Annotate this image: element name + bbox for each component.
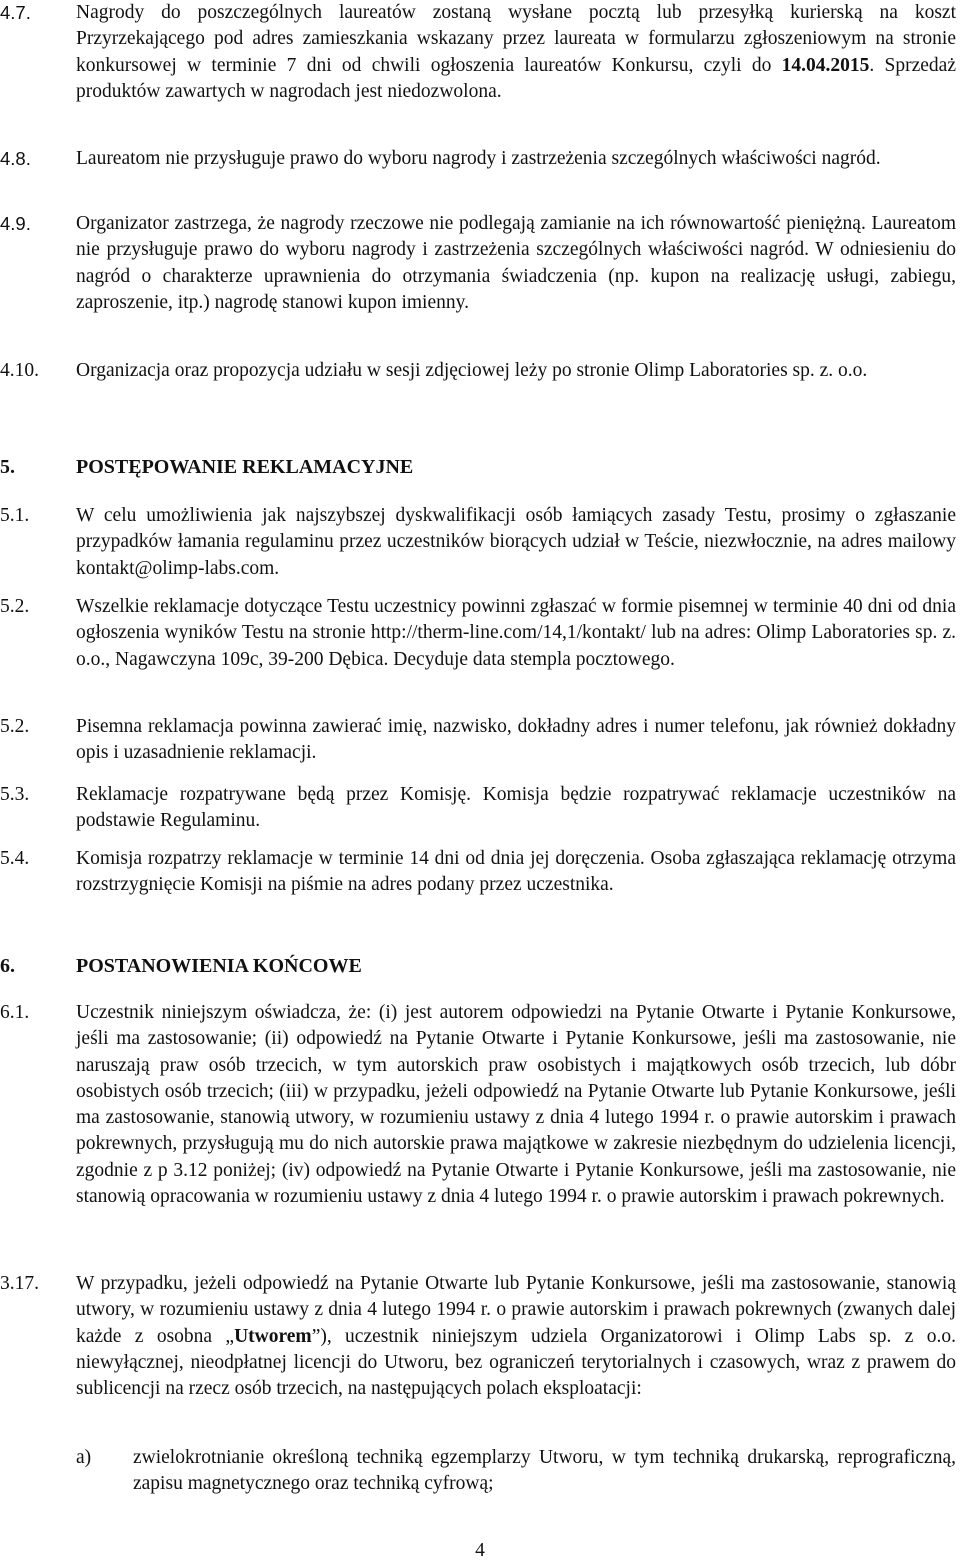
clause-text: Uczestnik niniejszym oświadcza, że: (i) jest autorem odpowiedzi na Pytanie Otwarte i Pytanie Konkursowe, jeśli ma zastosowanie; (ii) odpowiedź na Pytanie Otwarte i Pytanie Konkursowe, jeśli ma zastosowanie, nie naruszają praw osób trzecich, w tym autorskich praw osobistych i majątkowych osób trzecich, lub dóbr osobistych osób trzecich; (iii) w przypadku, jeżeli odpowiedź na Pytanie Otwarte lub Pytanie Konkursowe, jeśli ma zastosowanie, stanowią utwory, w rozumieniu ustawy z dnia 4 lutego 1994 r. o prawie autorskim i prawach pokrewnych, przysługują mu do nich autorskie prawa majątkowe w zakresie niezbędnym do udzielenia licencji, zgodnie z p 3.12 poniżej; (iv) odpowiedź na Pytanie Otwarte i Pytanie Konkursowe, jeśli ma zastosowanie, nie stanowią opracowania w rozumieniu ustawy z dnia 4 lutego 1994 r. o prawie autorskim i prawach pokrewnych. [76,1002,956,1208]
clause-number: 4.7. [0,2,31,23]
section-title: POSTANOWIENIA KOŃCOWE [76,955,362,977]
clause-text: Pisemna reklamacja powinna zawierać imię, nazwisko, dokładny adres i numer telefonu, jak również dokładny opis i uzasadnienie reklamacji. [76,716,956,764]
deadline-date: 14.04.2015 [781,54,870,76]
defined-term: Utworem [234,1325,312,1347]
clause-text: W przypadku, jeżeli odpowiedź na Pytanie Otwarte lub Pytanie Konkursowe, jeśli ma zastosowanie, stanowią utwory, w rozumieniu ustawy z dnia 4 lutego 1994 r. o prawie autorskim i prawach pokrewnych (zwanych dalej każde z osobna „Utworem”), uczestnik niniejszym udziela Organizatorowi i Olimp Labs sp. z o.o. niewyłącznej, nieodpłatnej licencji do Utworu, bez ograniczeń terytorialnych i czasowych, wraz z prawem do sublicencji na rzecz osób trzecich, na następujących polach eksploatacji: [76,1273,956,1400]
clause-number: 5.2. [0,716,30,737]
clause-text: Komisja rozpatrzy reklamacje w terminie 14 dni od dnia jej doręczenia. Osoba zgłaszająca reklamację otrzyma rozstrzygnięcie Komisji na piśmie na adres podany przez uczestnika. [76,848,956,896]
clause-text: Nagrody do poszczególnych laureatów zostaną wysłane pocztą lub przesyłką kurierską na koszt Przyrzekającego pod adres zamieszkania wskazany przez laureata w formularzu zgłoszeniowym na stronie konkursowej w terminie 7 dni od chwili ogłoszenia laureatów Konkursu, czyli do 14.04.2015. Sprzedaż produktów zawartych w nagrodach jest niedozwolona. [76,2,956,102]
clause-text: Wszelkie reklamacje dotyczące Testu uczestnicy powinni zgłaszać w formie pisemnej w terminie 40 dni od dnia ogłoszenia wyników Testu na stronie http://therm-line.com/14,1/kontakt/ lub na adres: Olimp Laboratories sp. z. o.o., Nagawczyna 109c, 39-200 Dębica. Decyduje data stempla pocztowego. [76,596,956,670]
clause-number: 6.1. [0,1002,30,1023]
section-number: 5. [0,456,15,478]
clause-number: 5.3. [0,784,30,805]
clause-text: Laureatom nie przysługuje prawo do wyboru nagrody i zastrzeżenia szczególnych właściwości nagród. [76,148,881,169]
clause-number: 5.2. [0,596,30,617]
sub-item-label: a) [76,1447,92,1468]
clause-number: 5.1. [0,505,30,526]
clause-text: Organizacja oraz propozycja udziału w sesji zdjęciowej leży po stronie Olimp Laboratories sp. z. o.o. [76,360,868,381]
clause-number: 4.8. [0,148,31,169]
page-number: 4 [475,1540,485,1561]
clause-number: 4.10. [0,360,39,381]
clause-text: Organizator zastrzega, że nagrody rzeczowe nie podlegają zamianie na ich równowartość pieniężną. Laureatom nie przysługuje prawo do wyboru nagrody i zastrzeżenia szczególnych właściwości nagród. W odniesieniu do nagród o charakterze uprawnienia do otrzymania świadczenia (np. kupon na realizację usługi, zabiegu, zaproszenie, itp.) nagrodę stanowi kupon imienny. [76,213,956,313]
section-number: 6. [0,955,15,977]
clause-text: Reklamacje rozpatrywane będą przez Komisję. Komisja będzie rozpatrywać reklamacje uczestników na podstawie Regulaminu. [76,784,956,832]
section-title: POSTĘPOWANIE REKLAMACYJNE [76,456,414,478]
clause-number: 5.4. [0,848,30,869]
clause-number: 3.17. [0,1273,39,1294]
clause-text: W celu umożliwienia jak najszybszej dyskwalifikacji osób łamiących zasady Testu, prosimy o zgłaszanie przypadków łamania regulaminu przez uczestników biorących udział w Teście, niezwłocznie, na adres mailowy kontakt@olimp-labs.com. [76,505,956,579]
clause-number: 4.9. [0,213,31,234]
sub-item-text: zwielokrotnianie określoną techniką egzemplarzy Utworu, w tym techniką drukarską, reprograficzną, zapisu magnetycznego oraz techniką cyfrową; [133,1447,956,1495]
